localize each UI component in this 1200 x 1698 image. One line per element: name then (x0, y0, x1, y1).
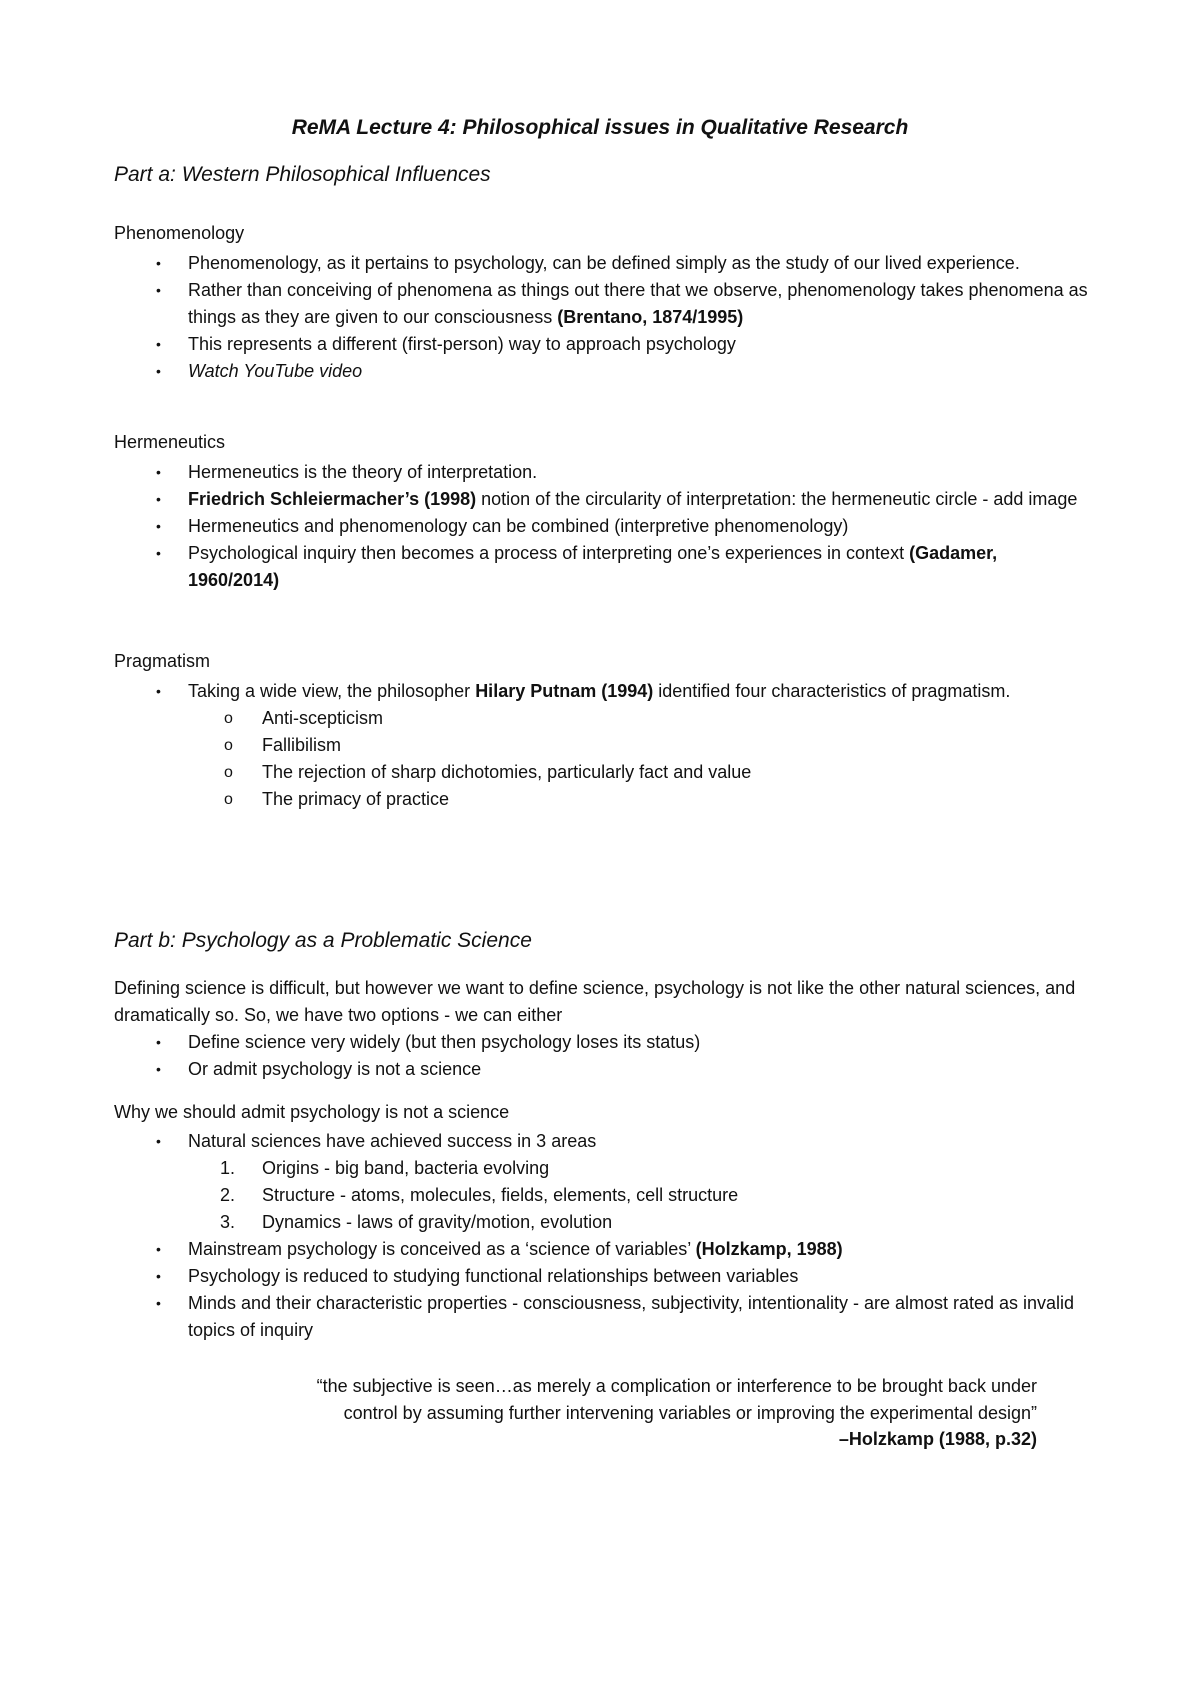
part-b-heading: Part b: Psychology as a Problematic Science (114, 929, 532, 952)
list-item: • Mainstream psychology is conceived as a ‘science of variables’ (Holzkamp, 1988) (0, 1236, 1088, 1263)
phenomenology-list (0, 250, 1088, 385)
list-item: • Define science very widely (but then psychology loses its status) (0, 1029, 1088, 1056)
part-a-heading: Part a: Western Philosophical Influences (114, 163, 491, 186)
bullet-icon: • (156, 1268, 161, 1284)
list-item: • Phenomenology, as it pertains to psychology, can be defined simply as the study of our lived experience. (0, 250, 1088, 277)
bullet-icon: • (156, 1133, 161, 1149)
hermeneutics-heading: Hermeneutics (114, 432, 226, 452)
list-item: • Psychology is reduced to studying functional relationships between variables (0, 1263, 1088, 1290)
why-heading: Why we should admit psychology is not a science (114, 1102, 510, 1122)
numbered-item: 1. Origins - big band, bacteria evolving (220, 1158, 550, 1178)
pragmatism-list (0, 678, 1088, 813)
list-item: • Hermeneutics is the theory of interpretation. (0, 459, 1088, 486)
circle-bullet-icon: o (224, 791, 233, 808)
list-item: • Friedrich Schleiermacher’s (1998) notion of the circularity of interpretation: the hermeneutic circle - add image (0, 486, 1088, 513)
quote-attribution: –Holzkamp (1988, p.32) (838, 1429, 1037, 1449)
phenomenology-heading: Phenomenology (114, 223, 245, 243)
list-item: • Natural sciences have achieved success in 3 areas 1. Origins - big band, bacteria evolving 2. Structure - atoms, molecules, fields, elements, cell structure 3. Dynamics - laws of gravity/motion, evolution (0, 1128, 1088, 1236)
quote-line-1: “the subjective is seen…as merely a complication or interference to be brought back under (316, 1376, 1037, 1396)
citation: Hilary Putnam (1994) (475, 681, 654, 701)
bullet-icon: • (156, 464, 161, 480)
pragmatism-heading: Pragmatism (114, 651, 211, 671)
bullet-icon: • (156, 1295, 161, 1311)
part-b-intro: Defining science is difficult, but however we want to define science, psychology is not like the other natural sciences, and dramatically so. So, we have two options - we can either (114, 978, 1076, 1025)
circle-bullet-icon: o (224, 737, 233, 754)
hermeneutics-list (0, 459, 1088, 594)
list-item: • Rather than conceiving of phenomena as things out there that we observe, phenomenology takes phenomena as things as they are given to our consciousness (Brentano, 1874/1995) (0, 277, 1088, 331)
list-item: • Hermeneutics and phenomenology can be combined (interpretive phenomenology) (0, 513, 1088, 540)
list-item: • Taking a wide view, the philosopher Hilary Putnam (1994) identified four characteristics of pragmatism. o Anti-scepticism o Fallibilism o The rejection of sharp dichotomies, particularly fact and value o The primacy of practice (0, 678, 1088, 813)
bullet-icon: • (156, 1034, 161, 1050)
youtube-video-note: Watch YouTube video (188, 361, 363, 381)
citation: (Brentano, 1874/1995) (557, 307, 744, 327)
list-item: • This represents a different (first-person) way to approach psychology (0, 331, 1088, 358)
why-list (0, 1128, 1088, 1344)
numbered-item: 3. Dynamics - laws of gravity/motion, evolution (220, 1212, 613, 1232)
sub-list-item: o The primacy of practice (188, 786, 1082, 813)
sub-list-item: o The rejection of sharp dichotomies, particularly fact and value (188, 759, 1082, 786)
numbered-item: 2. Structure - atoms, molecules, fields, elements, cell structure (220, 1185, 739, 1205)
citation: (Gadamer, 1960/2014) (188, 543, 998, 590)
circle-bullet-icon: o (224, 764, 233, 781)
success-areas-list (188, 1155, 1088, 1236)
bullet-icon: • (156, 1241, 161, 1257)
bullet-icon: • (156, 1061, 161, 1077)
quote-line-2: control by assuming further intervening variables or improving the experimental design” (343, 1403, 1037, 1423)
list-item (0, 358, 1088, 385)
bullet-icon: • (156, 363, 161, 379)
bullet-icon: • (156, 518, 161, 534)
options-list (0, 1029, 1088, 1083)
list-item: • Psychological inquiry then becomes a process of interpreting one’s experiences in context (Gadamer, 1960/2014) (0, 540, 1088, 594)
sub-list-item: o Fallibilism (188, 732, 1082, 759)
bullet-icon: • (156, 282, 161, 298)
citation: (Holzkamp, 1988) (695, 1239, 843, 1259)
document-title: ReMA Lecture 4: Philosophical issues in Qualitative Research (291, 116, 909, 139)
sub-list-item: o Anti-scepticism (188, 705, 1082, 732)
bullet-icon: • (156, 336, 161, 352)
bullet-icon: • (156, 255, 161, 271)
circle-bullet-icon: o (224, 710, 233, 727)
list-item: • Or admit psychology is not a science (0, 1056, 1088, 1083)
bullet-icon: • (156, 545, 161, 561)
pragmatism-characteristics (188, 705, 1088, 813)
bullet-icon: • (156, 491, 161, 507)
citation: Friedrich Schleiermacher’s (1998) (188, 489, 477, 509)
bullet-icon: • (156, 683, 161, 699)
list-item: • Minds and their characteristic properties - consciousness, subjectivity, intentionality - are almost rated as invalid topics of inquiry (0, 1290, 1088, 1344)
